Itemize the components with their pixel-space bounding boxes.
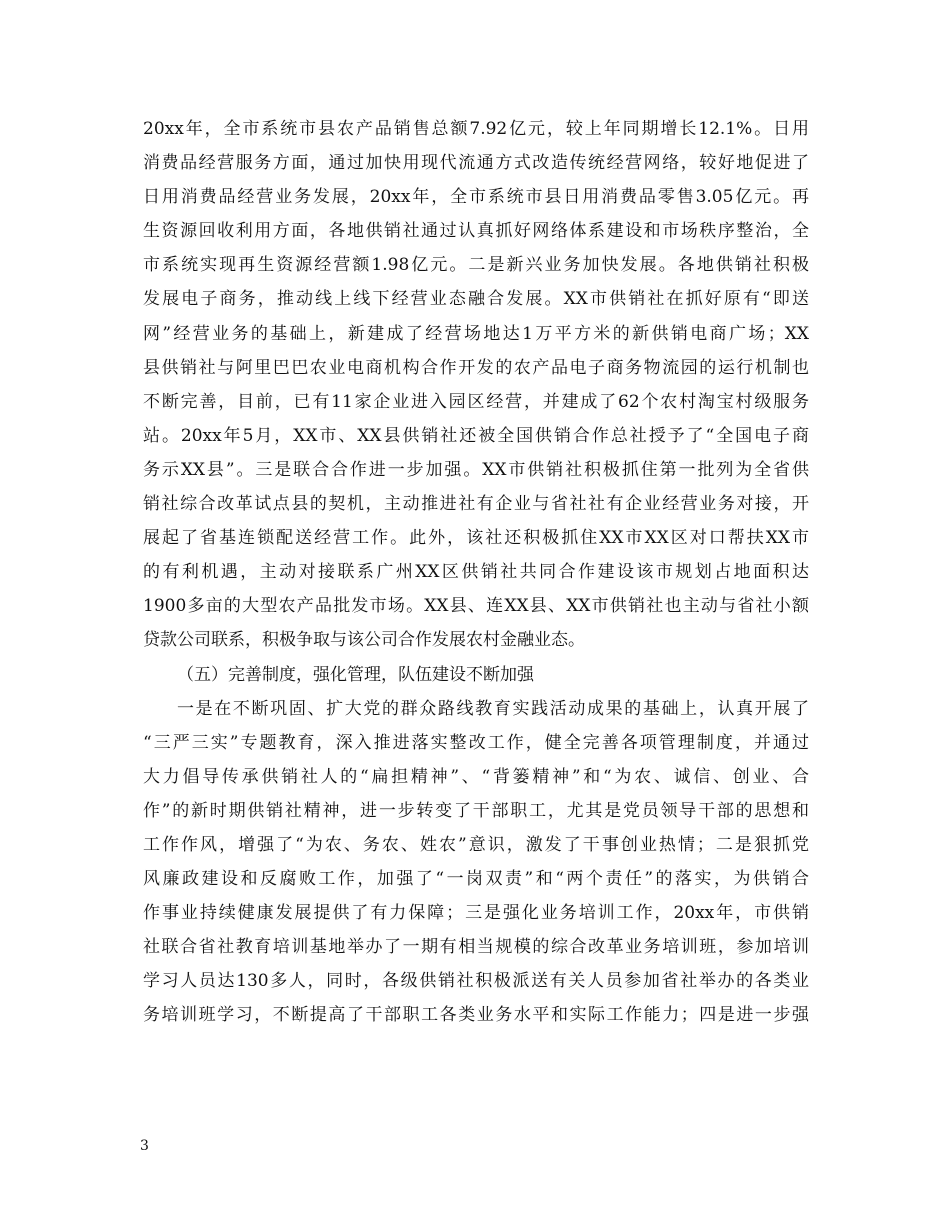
text-line: “三严三实”专题教育，深入推进落实整改工作，健全完善各项管理制度，并通过 [143, 732, 809, 753]
section-heading [143, 658, 809, 692]
text-line: 务培训班学习，不断提高了干部职工各类业务水平和实际工作能力；四是进一步强 [143, 1005, 809, 1026]
text-line: 日用消费品经营业务发展，20xx年，全市系统市县日用消费品零售3.05亿元。再 [143, 187, 809, 208]
text-line: 展起了省基连锁配送经营工作。此外，该社还积极抓住XX市XX区对口帮扶XX市 [143, 528, 809, 549]
text-line: 大力倡导传承供销社人的“扁担精神”、“背篓精神”和“为农、诚信、创业、合 [143, 766, 810, 787]
text-line: 不断完善，目前，已有11家企业进入园区经营，并建成了62个农村淘宝村级服务 [143, 391, 809, 412]
text-line: 市系统实现再生资源经营额1.98亿元。二是新兴业务加快发展。各地供销社积极 [143, 255, 809, 276]
text-line: 县供销社与阿里巴巴农业电商机构合作开发的农产品电子商务物流园的运行机制也 [143, 357, 809, 378]
section-heading-text: （五）完善制度，强化管理，队伍建设不断加强 [177, 664, 534, 685]
text-line: 作事业持续健康发展提供了有力保障；三是强化业务培训工作，20xx年，市供销 [143, 903, 809, 924]
text-line: 销社综合改革试点县的契机，主动推进社有企业与省社社有企业经营业务对接，开 [143, 494, 809, 515]
text-line: 站。20xx年5月，XX市、XX县供销社还被全国供销合作总社授予了“全国电子商 [143, 425, 809, 446]
text-line: 务示XX县”。三是联合合作进一步加强。XX市供销社积极抓住第一批列为全省供 [143, 459, 809, 480]
text-line: 1900多亩的大型农产品批发市场。XX县、连XX县、XX市供销社也主动与省社小额 [143, 596, 809, 617]
paragraph-business-development [143, 112, 809, 658]
text-line: 学习人员达130多人，同时，各级供销社积极派送有关人员参加省社举办的各类业 [143, 971, 809, 992]
text-line: 的有利机遇，主动对接联系广州XX区供销社共同合作建设该市规划占地面积达 [143, 562, 809, 583]
text-line: 工作作风，增强了“为农、务农、姓农”意识，激发了干事创业热情；二是狠抓党 [143, 834, 809, 855]
text-line: 网”经营业务的基础上，新建成了经营场地达1万平方米的新供销电商广场；XX [143, 323, 809, 344]
paragraph-team-building [143, 692, 809, 1033]
text-line: 风廉政建设和反腐败工作，加强了“一岗双责”和“两个责任”的落实，为供销合 [143, 869, 809, 890]
page-number: 3 [140, 1138, 149, 1154]
text-line: 作”的新时期供销社精神，进一步转变了干部职工，尤其是党员领导干部的思想和 [143, 800, 809, 821]
text-line: 一是在不断巩固、扩大党的群众路线教育实践活动成果的基础上，认真开展了 [177, 698, 809, 719]
text-line: 社联合省社教育培训基地举办了一期有相当规模的综合改革业务培训班，参加培训 [143, 937, 809, 958]
text-line: 贷款公司联系，积极争取与该公司合作发展农村金融业态。 [143, 630, 585, 651]
text-line: 发展电子商务，推动线上线下经营业态融合发展。XX市供销社在抓好原有“即送 [143, 289, 809, 310]
text-line: 生资源回收利用方面，各地供销社通过认真抓好网络体系建设和市场秩序整治，全 [143, 221, 809, 242]
text-line: 消费品经营服务方面，通过加快用现代流通方式改造传统经营网络，较好地促进了 [143, 153, 809, 174]
document-body [143, 112, 809, 1033]
text-line: 20xx年，全市系统市县农产品销售总额7.92亿元，较上年同期增长12.1%。日用 [143, 119, 809, 139]
